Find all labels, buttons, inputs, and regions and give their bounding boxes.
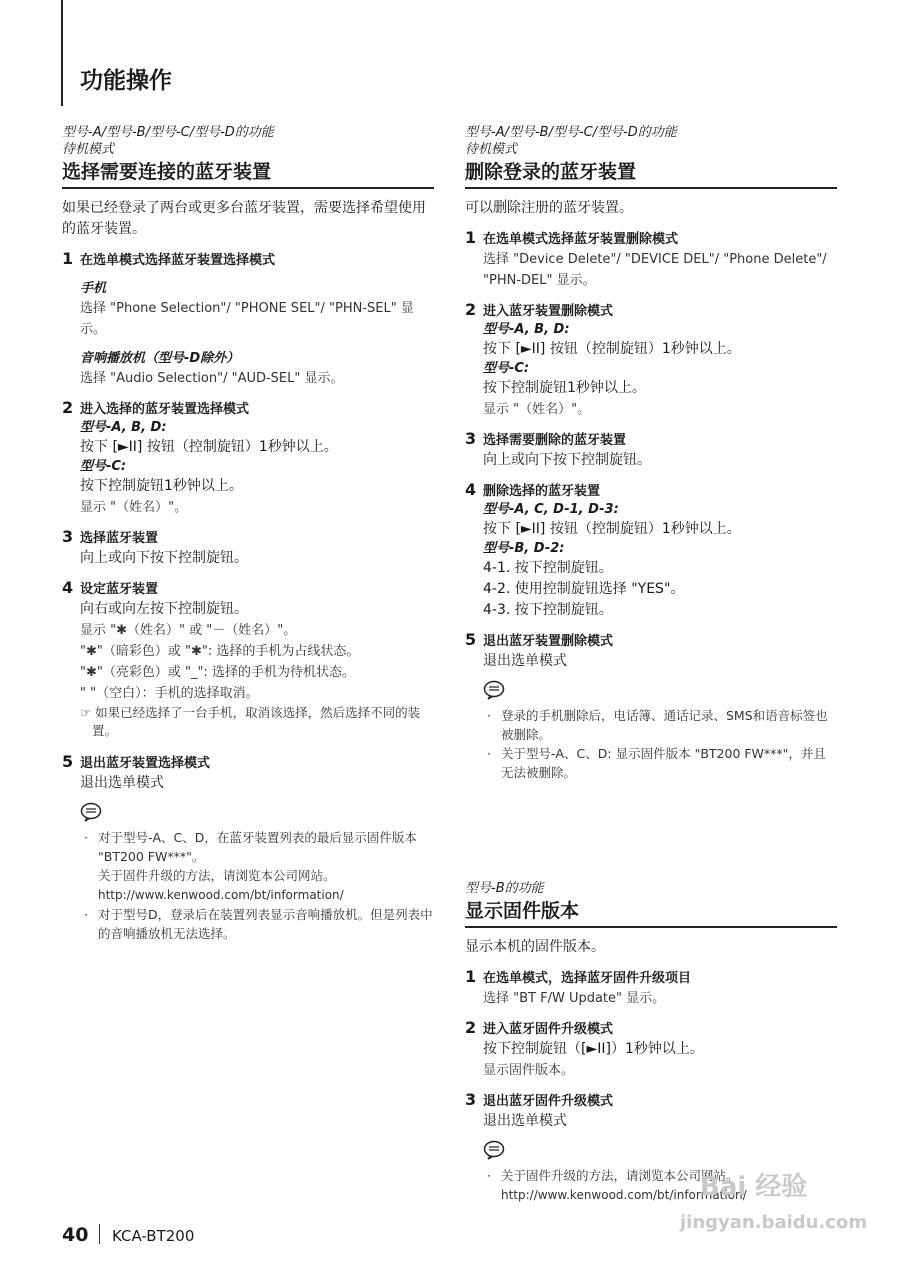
step-title: 进入选择的蓝牙装置选择模式 (80, 402, 250, 417)
sub-heading: 型号-B, D-2: (483, 541, 565, 556)
page-number: 40 (62, 1224, 89, 1246)
website-link[interactable]: http://www.kenwood.com/bt/information/ (98, 888, 344, 902)
section-title: 删除登录的蓝牙装置 (465, 160, 837, 189)
note-item: · 对于型号D，登录后在装置列表显示音响播放机。但是列表中的音响播放机无法选择。 (84, 907, 433, 941)
step-number: 2 (465, 300, 477, 319)
section-mode: 待机模式 (465, 142, 518, 157)
step-number: 1 (465, 967, 477, 986)
step-2 (465, 302, 837, 420)
action-text: 按下控制旋钮1秒钟以上。 (483, 380, 646, 396)
watermark-url: jingyan.baidu.com (680, 1212, 868, 1233)
note-item: · 对于型号-A、C、D，在蓝牙装置列表的最后显示固件版本 "BT200 FW***"。 关于固件升级的方法，请浏览本公司网站。 http://www.kenwood.com/bt/information/ (84, 830, 417, 902)
display-text: 显示 "（姓名）"。 (483, 402, 591, 417)
step-title: 退出蓝牙固件升级模式 (483, 1094, 614, 1109)
action-text: 向右或向左按下控制旋钮。 (80, 601, 248, 617)
action-text: 按下 [►II] 按钮（控制旋钮）1秒钟以上。 (483, 341, 741, 357)
display-text: 显示 "✱（姓名）" 或 "－（姓名）"。 (80, 623, 297, 638)
step-1 (465, 969, 837, 1009)
step-number: 5 (62, 752, 74, 771)
action-text: 按下控制旋钮（[►II]）1秒钟以上。 (483, 1041, 704, 1057)
note-item: · 关于固件升级的方法，请浏览本公司网站。 http://www.kenwood.com/bt/information/ (487, 1168, 747, 1202)
action-text: 按下控制旋钮1秒钟以上。 (80, 478, 243, 494)
sub-heading: 音响播放机（型号-D除外） (80, 351, 240, 366)
action-text: 4-3. 按下控制旋钮。 (483, 602, 613, 618)
action-text: 退出选单模式 (483, 653, 567, 669)
hint-text: ☞ 如果已经选择了一台手机，取消该选择，然后选择不同的装置。 (80, 705, 421, 738)
step-number: 4 (62, 578, 74, 597)
section-models: 型号-A/型号-B/型号-C/型号-D的功能 (465, 125, 677, 140)
sub-heading: 型号-A, C, D-1, D-3: (483, 502, 619, 517)
action-text: 退出选单模式 (80, 775, 164, 791)
section-mode: 待机模式 (62, 142, 115, 157)
step-2 (62, 400, 434, 518)
note-item: · 登录的手机删除后，电话簿、通话记录、SMS和语音标签也被删除。 (487, 708, 828, 742)
step-number: 5 (465, 630, 477, 649)
display-text: 选择 "Device Delete"/ "DEVICE DEL"/ "Phone Delete"/ "PHN-DEL" 显示。 (483, 252, 827, 288)
section-title: 显示固件版本 (465, 899, 837, 928)
step-4 (465, 482, 837, 621)
website-link[interactable]: http://www.kenwood.com/bt/information/ (501, 1188, 747, 1202)
step-number: 4 (465, 480, 477, 499)
watermark-logo: Bai 经验 (700, 1172, 808, 1202)
step-3 (62, 529, 434, 569)
step-5 (465, 632, 837, 782)
step-number: 3 (465, 429, 477, 448)
note-item: · 关于型号-A、C、D: 显示固件版本 "BT200 FW***"，并且无法被删除。 (487, 746, 826, 780)
step-title: 退出蓝牙装置选择模式 (80, 756, 211, 771)
section-intro: 如果已经登录了两台或更多台蓝牙装置，需要选择希望使用的蓝牙装置。 (62, 200, 426, 237)
action-text: 向上或向下按下控制旋钮。 (483, 452, 651, 468)
step-3 (465, 431, 837, 471)
step-1 (465, 230, 837, 291)
step-number: 2 (465, 1018, 477, 1037)
action-text: 退出选单模式 (483, 1113, 567, 1129)
action-text: 按下 [►II] 按钮（控制旋钮）1秒钟以上。 (80, 439, 338, 455)
display-text: 选择 "Audio Selection"/ "AUD-SEL" 显示。 (80, 371, 344, 386)
display-text: "✱"（亮彩色）或 "_": 选择的手机为待机状态。 (80, 665, 355, 680)
action-text: 按下 [►II] 按钮（控制旋钮）1秒钟以上。 (483, 521, 741, 537)
step-2 (465, 1020, 837, 1081)
memo-icon (483, 1140, 505, 1160)
display-text: "✱"（暗彩色）或 "✱": 选择的手机为占线状态。 (80, 644, 360, 659)
step-number: 3 (465, 1090, 477, 1109)
step-title: 退出蓝牙装置删除模式 (483, 634, 614, 649)
section-select-device (62, 124, 434, 943)
step-title: 删除选择的蓝牙装置 (483, 484, 601, 499)
sub-heading: 型号-C: (80, 459, 127, 474)
memo-icon (80, 802, 102, 822)
step-title: 选择蓝牙装置 (80, 531, 159, 546)
step-5 (62, 754, 434, 943)
step-number: 1 (62, 249, 74, 268)
action-text: 4-2. 使用控制旋钮选择 "YES"。 (483, 581, 685, 597)
step-title: 进入蓝牙装置删除模式 (483, 304, 614, 319)
display-text: 选择 "BT F/W Update" 显示。 (483, 991, 666, 1006)
step-title: 进入蓝牙固件升级模式 (483, 1022, 614, 1037)
page-title: 功能操作 (80, 68, 172, 94)
section-firmware-version (465, 880, 837, 1205)
step-title: 在选单模式，选择蓝牙固件升级项目 (483, 971, 692, 986)
footer-divider (99, 1224, 100, 1244)
memo-icon (483, 680, 505, 700)
display-text: " "（空白）：手机的选择取消。 (80, 686, 259, 701)
step-title: 在选单模式选择蓝牙装置删除模式 (483, 232, 679, 247)
footer-model: KCA-BT200 (112, 1227, 195, 1245)
action-text: 向上或向下按下控制旋钮。 (80, 550, 248, 566)
note-extra: 关于固件升级的方法，请浏览本公司网站。 (98, 868, 336, 883)
sub-heading: 手机 (80, 281, 107, 296)
section-models: 型号-B的功能 (465, 881, 544, 896)
display-text: 显示 "（姓名）"。 (80, 500, 188, 515)
sub-heading: 型号-C: (483, 361, 530, 376)
section-intro: 可以删除注册的蓝牙装置。 (465, 200, 633, 216)
section-delete-device (465, 124, 837, 782)
step-title: 在选单模式选择蓝牙装置选择模式 (80, 253, 276, 268)
step-title: 选择需要删除的蓝牙装置 (483, 433, 627, 448)
step-4 (62, 580, 434, 740)
header-rule (61, 0, 63, 106)
section-models: 型号-A/型号-B/型号-C/型号-D的功能 (62, 125, 274, 140)
section-intro: 显示本机的固件版本。 (465, 939, 605, 955)
step-number: 1 (465, 228, 477, 247)
section-title: 选择需要连接的蓝牙装置 (62, 160, 434, 189)
sub-heading: 型号-A, B, D: (80, 420, 167, 435)
step-title: 设定蓝牙装置 (80, 582, 159, 597)
display-text: 选择 "Phone Selection"/ "PHONE SEL"/ "PHN-SEL" 显示。 (80, 301, 414, 337)
display-text: 显示固件版本。 (483, 1063, 575, 1078)
step-number: 3 (62, 527, 74, 546)
sub-heading: 型号-A, B, D: (483, 322, 570, 337)
step-number: 2 (62, 398, 74, 417)
action-text: 4-1. 按下控制旋钮。 (483, 560, 613, 576)
step-1 (62, 251, 434, 389)
